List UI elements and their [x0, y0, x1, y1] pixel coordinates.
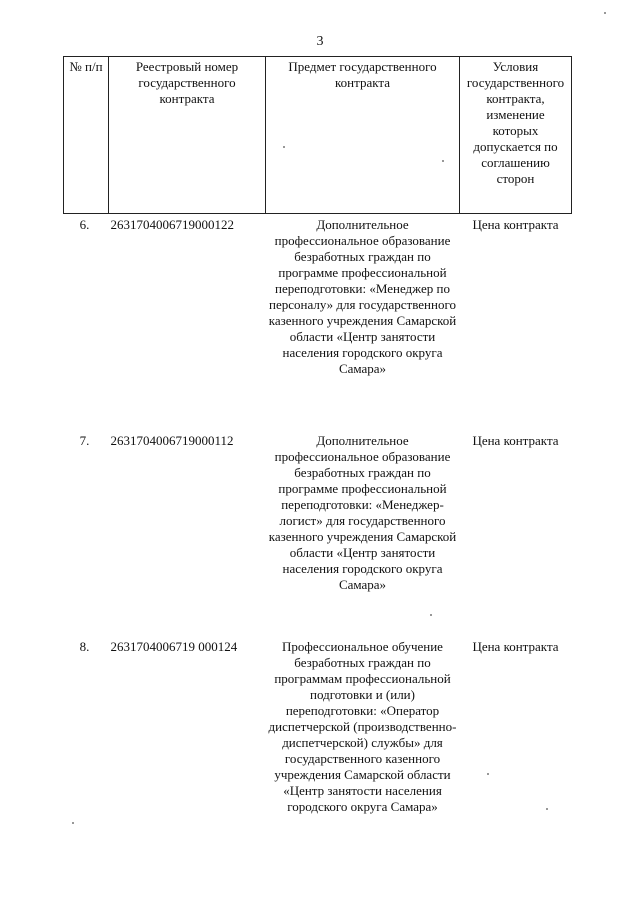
- contract-subject: Дополнительное профессиональное образование безработных граждан по программе профессиональной переподготовки: «Менеджер-логист» для государственного казенного учреждения Самарской области «Центр занятости населения городского округа Самара»: [268, 433, 457, 592]
- contract-subject: Профессиональное обучение безработных граждан по программам профессиональной подготовки и (или) переподготовки: «Оператор диспетчерской (производственно-диспетчерской) службы» для государственного казенного учреждения Самарской области «Центр занятости населения городского округа Самара»: [268, 639, 457, 814]
- scan-speck: [604, 12, 606, 14]
- registry-number: 2631704006719000112: [110, 433, 234, 448]
- table-row: [64, 639, 572, 815]
- scan-speck: [442, 160, 444, 162]
- header-conditions: Условия государственного контракта, изменение которых допускается по соглашению сторон: [460, 57, 572, 214]
- table-row: [64, 214, 572, 434]
- scan-speck: [430, 614, 432, 616]
- contract-condition: Цена контракта: [472, 639, 559, 654]
- table-header-row: [64, 57, 572, 214]
- contracts-table: [63, 56, 572, 815]
- scan-speck: [546, 808, 548, 810]
- table-row: [64, 433, 572, 639]
- row-number: 6.: [79, 217, 90, 232]
- page-number: 3: [316, 34, 324, 49]
- header-registry-number: Реестровый номер государственного контракта: [109, 57, 266, 214]
- scan-speck: [487, 773, 489, 775]
- contract-condition: Цена контракта: [472, 217, 559, 232]
- contract-subject: Дополнительное профессиональное образование безработных граждан по программе профессиональной переподготовки: «Менеджер по персоналу» для государственного казенного учреждения Самарской области «Центр занятости населения городского округа Самара»: [268, 217, 457, 376]
- registry-number: 2631704006719000122: [110, 217, 234, 232]
- header-number: № п/п: [64, 57, 109, 214]
- registry-number: 2631704006719 000124: [110, 639, 238, 654]
- header-subject: Предмет государственного контракта: [266, 57, 460, 214]
- row-number: 8.: [79, 639, 90, 654]
- row-number: 7.: [79, 433, 90, 448]
- scan-speck: [72, 822, 74, 824]
- scan-speck: [283, 146, 285, 148]
- contract-condition: Цена контракта: [472, 433, 559, 448]
